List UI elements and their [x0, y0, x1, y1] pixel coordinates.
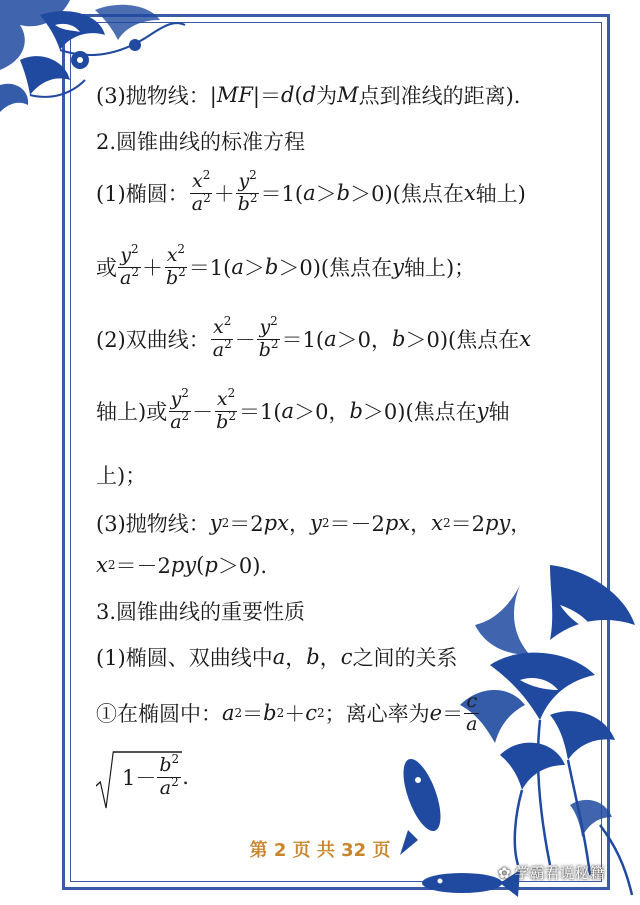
- text-line-abc-relationship: (1)椭圆、双曲线中 a ， b ， c 之间的关系: [96, 645, 458, 670]
- page-number: 第 2 页 共 32 页: [249, 840, 391, 861]
- fraction: $\frac{y^2}{a^2}$: [170, 386, 190, 433]
- fraction: $\frac{x^2}{a^2}$: [212, 314, 232, 361]
- formula-line-parabola-equations-cont: x 2 ＝－2 py ( p ＞0).: [96, 553, 268, 578]
- fraction: $\frac{c}{a}$: [466, 690, 478, 735]
- fraction: $\frac{x^2}{b^2}$: [165, 242, 186, 289]
- formula-line-hyperbola-x: (2)双曲线： $\frac{x^2}{a^2}$ － $\frac{y^2}{b^2}$ ＝1( a ＞0， b ＞0)(焦点在 x: [96, 314, 532, 361]
- fraction: $\frac{y^2}{b^2}$: [237, 168, 258, 215]
- formula-line-ellipse-y: 或 $\frac{y^2}{a^2}$ ＋ $\frac{x^2}{b^2}$ ＝1( a ＞ b ＞0)(焦点在 y 轴上)；: [96, 242, 476, 289]
- fraction: $\frac{b^2}{a^2}$: [159, 752, 180, 799]
- text-line-continuation: 上)；: [96, 464, 147, 488]
- formula-line-ellipse-x: (1)椭圆： $\frac{x^2}{a^2}$ ＋ $\frac{y^2}{b^2}$ ＝1( a ＞ b ＞0)(焦点在 x 轴上): [96, 168, 526, 215]
- fraction: $\frac{x^2}{a^2}$: [191, 168, 211, 215]
- fraction: $\frac{x^2}{b^2}$: [216, 386, 236, 433]
- formula-line-parabola-equations: (3)抛物线： y 2 ＝2 px ， y 2 ＝－2 px ， x 2 ＝2 py ，: [96, 511, 532, 536]
- formula-line-ellipse-eccentricity: ①在椭圆中： a 2 ＝ b 2 ＋ c 2 ；离心率为 e ＝ $\frac{c}{a}$: [96, 690, 478, 735]
- formula-line-hyperbola-y: 轴上)或 $\frac{y^2}{a^2}$ － $\frac{x^2}{b^2}$ ＝1( a ＞0， b ＞0)(焦点在 y 轴: [96, 386, 510, 433]
- square-root: 1－ $\frac{b^2}{a^2}$: [96, 756, 182, 799]
- fraction: $\frac{y^2}{b^2}$: [258, 314, 279, 361]
- watermark: [498, 862, 605, 883]
- wechat-icon: ✿: [498, 863, 511, 882]
- radical-sign-icon: [96, 750, 182, 814]
- formula-line-sqrt-expression: 1－ $\frac{b^2}{a^2}$ .: [96, 756, 189, 799]
- text-line-parabola-definition: (3)抛物线：| MF |＝ d ( d 为 M 点到准线的距离).: [96, 83, 521, 108]
- section-heading-standard-equations: 2.圆锥曲线的标准方程: [96, 130, 306, 154]
- fraction: $\frac{y^2}{a^2}$: [120, 242, 139, 289]
- section-heading-important-properties: 3.圆锥曲线的重要性质: [96, 600, 306, 624]
- watermark-text: 学霸君说秘籍: [514, 864, 605, 882]
